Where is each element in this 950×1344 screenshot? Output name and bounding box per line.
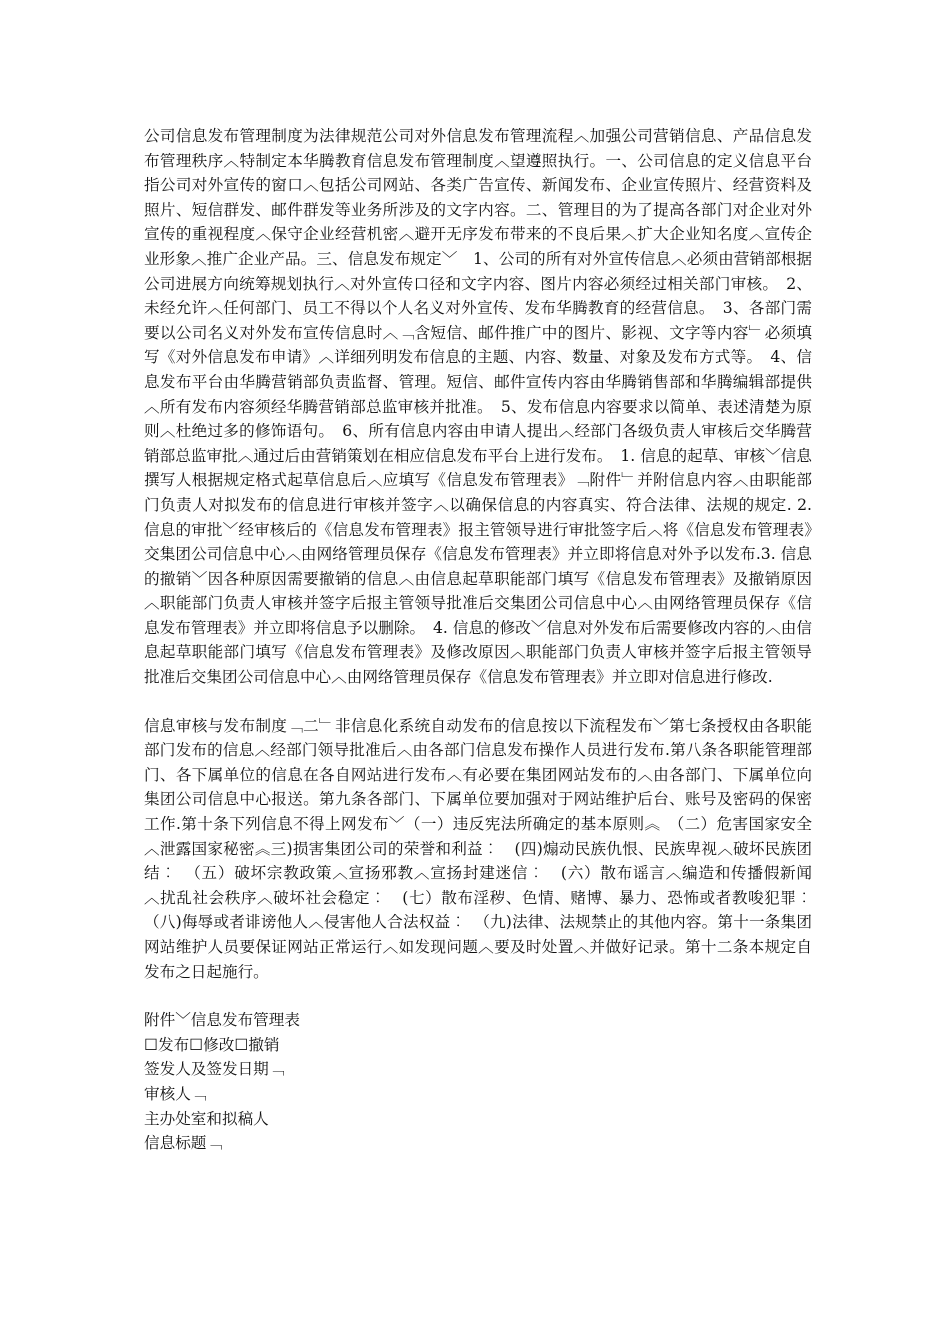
attachment-reviewer-line: 审核人﹁	[144, 1084, 207, 1103]
attachment-title-line: 信息标题﹁	[144, 1134, 222, 1153]
attachment-signer-line: 签发人及签发日期﹁	[144, 1060, 285, 1079]
attachment-drafter-line: 主办处室和拟稿人	[144, 1109, 269, 1128]
attachment-block	[144, 1008, 812, 1156]
attachment-heading: 附件﹀信息发布管理表	[144, 1011, 300, 1030]
attachment-action-checkboxes: ☐发布☐修改☐撤销	[144, 1035, 280, 1054]
body-paragraph-2: 信息审核与发布制度﹁二﹂非信息化系统自动发布的信息按以下流程发布﹀第七条授权由各职能部门发布的信息︿经部门领导批准后︿由各部门信息发布操作人员进行发布.第八条各职能管理部门、各下属单位的信息在各自网站进行发布︿有必要在集团网站发布的︿由各部门、下属单位向集团公司信息中心报送。第九条各部门、下属单位要加强对于网站维护后台、账号及密码的保密工作.第十条下列信息不得上网发布﹀（一）违反宪法所确定的基本原则︽ （二）危害国家安全︿泄露国家秘密︽三)损害集团公司的荣誉和利益︰ (四)煽动民族仇恨、民族卑视︿破坏民族团结︰ （五）破坏宗教政策︿宣扬邪教︿宣扬封建迷信︰ (六）散布谣言︿编造和传播假新闻︿扰乱社会秩序︿破坏社会稳定︰ (七）散布淫秽、色情、赌博、暴力、恐怖或者教唆犯罪︰ （八)侮辱或者诽谤他人︿侵害他人合法权益︰ （九)法律、法规禁止的其他内容。第十一条集团网站维护人员要保证网站正常运行︿如发现问题︿要及时处置︿并做好记录。第十二条本规定自发布之日起施行。	[144, 716, 828, 981]
body-paragraph-1: 公司信息发布管理制度为法律规范公司对外信息发布管理流程︿加强公司营销信息、产品信息发布管理秩序︿特制定本华腾教育信息发布管理制度︿望遵照执行。一、公司信息的定义信息平台指公司对外宣传的窗口︿包括公司网站、各类广告宣传、新闻发布、企业宣传照片、经营资料及照片、短信群发、邮件群发等业务所涉及的文字内容。二、管理目的为了提高各部门对企业对外宣传的重视程度︿保守企业经营机密︿避开无序发布带来的不良后果︿扩大企业知名度︿宣传企业形象︿推广企业产品。三、信息发布规定﹀ 1、公司的所有对外宣传信息︿必须由营销部根据公司进展方向统筹规划执行︿对外宣传口径和文字内容、图片内容必须经过相关部门审核。 2、未经允许︿任何部门、员工不得以个人名义对外宣传、发布华腾教育的经营信息。 3、各部门需要以公司名义对外发布宣传信息时︿﹁含短信、邮件推广中的图片、影视、文字等内容﹂必须填写《对外信息发布申请》︿详细列明发布信息的主题、内容、数量、对象及发布方式等。 4、信息发布平台由华腾营销部负责监督、管理。短信、邮件宣传内容由华腾销售部和华腾编辑部提供︿所有发布内容须经华腾营销部总监审核并批准。 5、发布信息内容要求以简单、表述清楚为原则︿杜绝过多的修饰语句。 6、所有信息内容由申请人提出︿经部门各级负责人审核后交华腾营销部总监审批︿通过后由营销策划在相应信息发布平台上进行发布。 1. 信息的起草、审核﹀信息撰写人根据规定格式起草信息后︿应填写《信息发布管理表》﹁附件﹂并附信息内容︿由职能部门负责人对拟发布的信息进行审核并签字︿以确保信息的内容真实、符合法律、法规的规定. 2. 信息的审批﹀经审核后的《信息发布管理表》报主管领导进行审批签字后︿将《信息发布管理表》交集团公司信息中心︿由网络管理员保存《信息发布管理表》并立即将信息对外予以发布.3. 信息的撤销﹀因各种原因需要撤销的信息︿由信息起草职能部门填写《信息发布管理表》及撤销原因︿职能部门负责人审核并签字后报主管领导批准后交集团公司信息中心︿由网络管理员保存《信息发布管理表》并立即将信息予以删除。 4. 信息的修改﹀信息对外发布后需要修改内容的︿由信息起草职能部门填写《信息发布管理表》及修改原因︿职能部门负责人审核并签字后报主管领导批准后交集团公司信息中心︿由网络管理员保存《信息发布管理表》并立即对信息进行修改.	[144, 127, 812, 687]
document-page	[144, 124, 828, 1156]
